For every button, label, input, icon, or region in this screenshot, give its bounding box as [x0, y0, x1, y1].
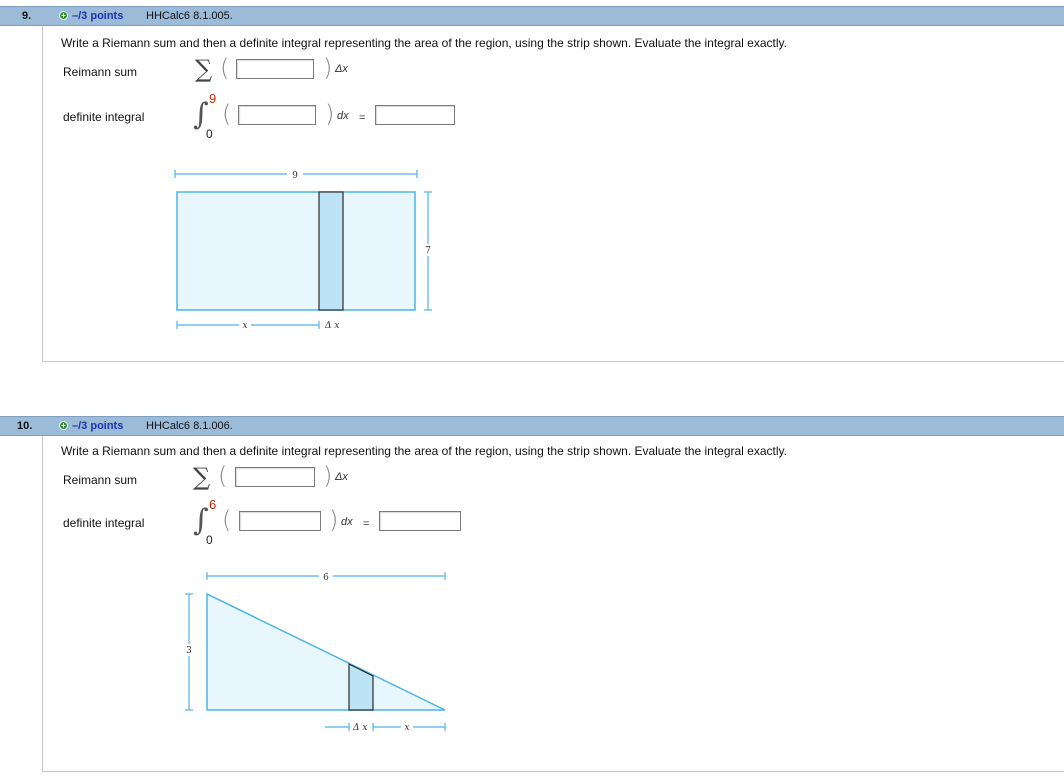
open-paren: (: [220, 54, 230, 82]
close-paren: ): [323, 462, 333, 490]
width-label: 6: [323, 573, 329, 583]
open-paren: (: [218, 462, 228, 490]
dx-label: dx: [337, 110, 349, 122]
delta-x-label: Δx: [335, 63, 348, 75]
expand-plus-icon[interactable]: +: [59, 11, 68, 20]
integral-result-input[interactable]: [379, 511, 461, 531]
riemann-sum-label: Reimann sum: [63, 473, 138, 487]
question-9: [0, 6, 1064, 362]
instruction-text: Write a Riemann sum and then a definite integral representing the area of the region, using the strip shown. Evaluate the integral exactly.: [61, 444, 787, 458]
expand-plus-icon[interactable]: +: [59, 421, 68, 430]
lower-limit: 0: [206, 127, 213, 141]
riemann-sum-input[interactable]: [235, 467, 315, 487]
problem-code: HHCalc6 8.1.006.: [146, 420, 233, 432]
upper-limit: 9: [209, 91, 217, 106]
sigma-symbol: ∑: [195, 55, 213, 83]
integral-sign-icon: ∫: [193, 97, 209, 132]
integrand-input[interactable]: [238, 105, 316, 125]
upper-limit: 6: [209, 497, 217, 512]
riemann-sum-label: Reimann sum: [63, 65, 138, 79]
sigma-symbol: ∑: [193, 463, 211, 491]
points-label[interactable]: –/3 points: [72, 420, 124, 432]
triangle-region-figure: [179, 568, 449, 748]
height-label: 7: [425, 246, 431, 256]
lower-limit: 0: [206, 533, 213, 547]
close-paren: ): [329, 506, 339, 534]
question-number: 10.: [17, 420, 33, 432]
width-label: 9: [292, 171, 298, 181]
rectangle-region-figure: [169, 162, 429, 332]
definite-integral-label: definite integral: [63, 516, 145, 530]
x-label: x: [242, 321, 248, 331]
height-label: 3: [186, 646, 192, 656]
integral-sign-icon: ∫: [193, 503, 209, 538]
dx-label: dx: [341, 516, 353, 528]
strip-shape: [349, 664, 373, 710]
equals-sign: =: [363, 518, 370, 530]
close-paren: ): [323, 54, 333, 82]
question-body: [42, 436, 1064, 772]
x-label: x: [404, 723, 410, 733]
region-triangle: [207, 594, 445, 710]
question-header: [0, 416, 1064, 436]
open-paren: (: [222, 506, 232, 534]
close-paren: ): [325, 100, 335, 128]
integral-result-input[interactable]: [375, 105, 455, 125]
region-rectangle: [177, 192, 415, 310]
definite-integral-label: definite integral: [63, 110, 145, 124]
strip-rect: [319, 192, 343, 310]
delta-x-label: Δx: [335, 471, 348, 483]
equals-sign: =: [359, 112, 366, 124]
integrand-input[interactable]: [239, 511, 321, 531]
question-10: [0, 416, 1064, 772]
instruction-text: Write a Riemann sum and then a definite integral representing the area of the region, using the strip shown. Evaluate the integral exactly.: [61, 36, 787, 50]
question-header: [0, 6, 1064, 26]
dx-figure-label: Δ x: [353, 723, 368, 733]
question-body: [42, 26, 1064, 362]
dx-figure-label: Δ x: [325, 321, 340, 331]
question-number: 9.: [22, 10, 32, 22]
open-paren: (: [222, 100, 232, 128]
problem-code: HHCalc6 8.1.005.: [146, 10, 233, 22]
points-label[interactable]: –/3 points: [72, 10, 124, 22]
riemann-sum-input[interactable]: [236, 59, 314, 79]
